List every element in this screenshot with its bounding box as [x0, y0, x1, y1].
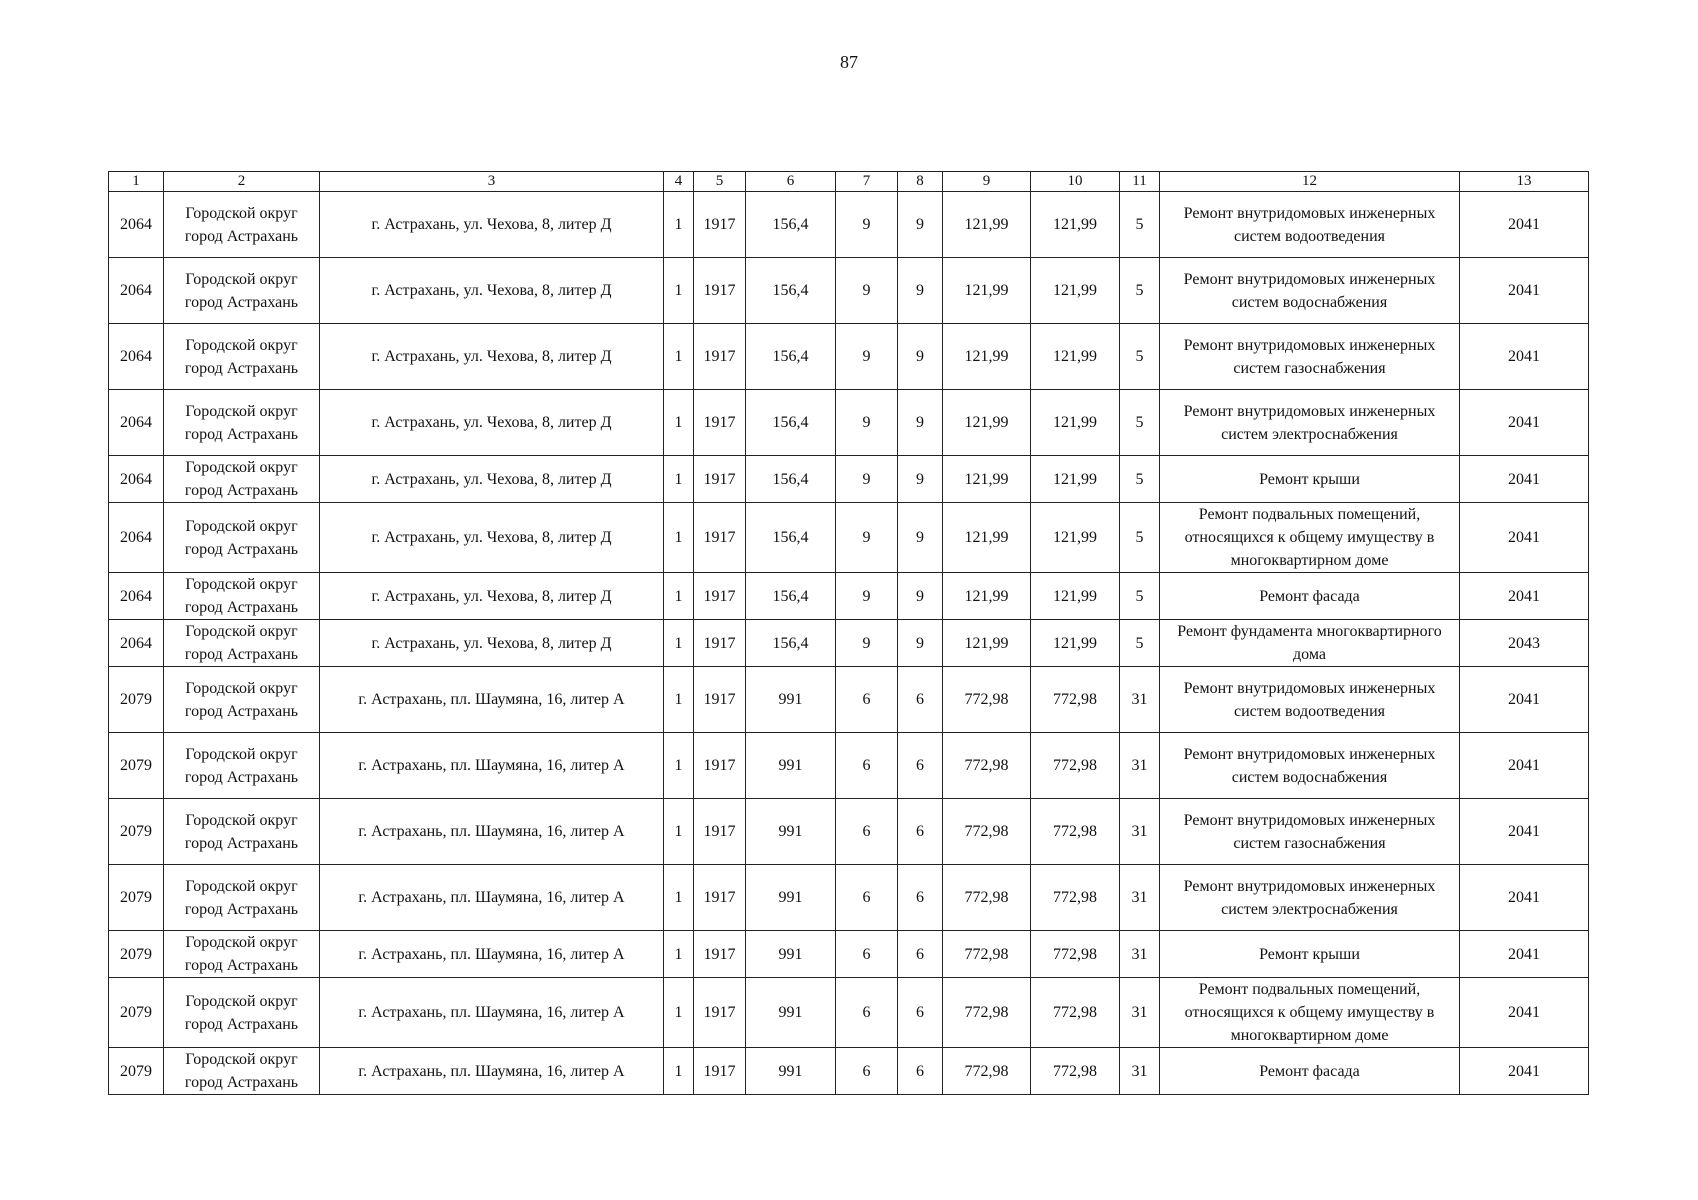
work-type-cell: Ремонт фундамента многоквартирного дома [1160, 620, 1460, 667]
table-row [109, 620, 1589, 667]
work-type-cell: Ремонт фасада [1160, 1048, 1460, 1095]
col10-cell: 772,98 [1031, 799, 1120, 865]
col-header-1: 1 [109, 172, 164, 192]
house-id-cell: 2079 [109, 733, 164, 799]
col-header-10: 10 [1031, 172, 1120, 192]
col8-cell: 9 [898, 258, 943, 324]
table-row [109, 1048, 1589, 1095]
col10-cell: 121,99 [1031, 573, 1120, 620]
work-type-cell: Ремонт крыши [1160, 931, 1460, 978]
col7-cell: 6 [836, 1048, 898, 1095]
col8-cell: 9 [898, 573, 943, 620]
col10-cell: 121,99 [1031, 503, 1120, 573]
work-type-cell: Ремонт внутридомовых инженерных систем электроснабжения [1160, 865, 1460, 931]
year-cell: 2041 [1460, 1048, 1589, 1095]
address-cell: г. Астрахань, пл. Шаумяна, 16, литер А [320, 1048, 664, 1095]
col4-cell: 1 [664, 620, 694, 667]
work-type-cell: Ремонт фасада [1160, 573, 1460, 620]
col6-cell: 156,4 [746, 620, 836, 667]
house-id-cell: 2079 [109, 1048, 164, 1095]
col11-cell: 31 [1120, 931, 1160, 978]
col4-cell: 1 [664, 456, 694, 503]
col4-cell: 1 [664, 503, 694, 573]
col5-cell: 1917 [694, 192, 746, 258]
address-cell: г. Астрахань, ул. Чехова, 8, литер Д [320, 390, 664, 456]
year-cell: 2043 [1460, 620, 1589, 667]
year-cell: 2041 [1460, 573, 1589, 620]
col4-cell: 1 [664, 324, 694, 390]
col8-cell: 6 [898, 1048, 943, 1095]
col11-cell: 31 [1120, 1048, 1160, 1095]
table-row [109, 503, 1589, 573]
municipality-cell: Городской округ город Астрахань [164, 390, 320, 456]
year-cell: 2041 [1460, 733, 1589, 799]
col11-cell: 31 [1120, 978, 1160, 1048]
work-type-cell: Ремонт внутридомовых инженерных систем электроснабжения [1160, 390, 1460, 456]
work-type-cell: Ремонт внутридомовых инженерных систем водоотведения [1160, 667, 1460, 733]
col-header-9: 9 [943, 172, 1031, 192]
col5-cell: 1917 [694, 324, 746, 390]
col9-cell: 772,98 [943, 733, 1031, 799]
house-id-cell: 2079 [109, 667, 164, 733]
col7-cell: 6 [836, 865, 898, 931]
table-row [109, 733, 1589, 799]
col5-cell: 1917 [694, 978, 746, 1048]
col9-cell: 121,99 [943, 258, 1031, 324]
col10-cell: 772,98 [1031, 865, 1120, 931]
table-row [109, 324, 1589, 390]
col6-cell: 156,4 [746, 324, 836, 390]
house-id-cell: 2064 [109, 503, 164, 573]
municipality-cell: Городской округ город Астрахань [164, 978, 320, 1048]
col-header-13: 13 [1460, 172, 1589, 192]
table-row [109, 865, 1589, 931]
col10-cell: 772,98 [1031, 931, 1120, 978]
col10-cell: 772,98 [1031, 978, 1120, 1048]
house-id-cell: 2079 [109, 865, 164, 931]
col11-cell: 5 [1120, 258, 1160, 324]
year-cell: 2041 [1460, 978, 1589, 1048]
year-cell: 2041 [1460, 503, 1589, 573]
address-cell: г. Астрахань, ул. Чехова, 8, литер Д [320, 324, 664, 390]
col9-cell: 121,99 [943, 390, 1031, 456]
municipality-cell: Городской округ город Астрахань [164, 931, 320, 978]
table-row [109, 390, 1589, 456]
col7-cell: 9 [836, 573, 898, 620]
col11-cell: 5 [1120, 324, 1160, 390]
col4-cell: 1 [664, 667, 694, 733]
col4-cell: 1 [664, 931, 694, 978]
col8-cell: 9 [898, 390, 943, 456]
col7-cell: 9 [836, 456, 898, 503]
address-cell: г. Астрахань, ул. Чехова, 8, литер Д [320, 456, 664, 503]
col4-cell: 1 [664, 799, 694, 865]
municipality-cell: Городской округ город Астрахань [164, 865, 320, 931]
table-row [109, 258, 1589, 324]
col11-cell: 5 [1120, 620, 1160, 667]
col7-cell: 9 [836, 390, 898, 456]
col4-cell: 1 [664, 978, 694, 1048]
address-cell: г. Астрахань, ул. Чехова, 8, литер Д [320, 503, 664, 573]
municipality-cell: Городской округ город Астрахань [164, 733, 320, 799]
col8-cell: 6 [898, 931, 943, 978]
col5-cell: 1917 [694, 573, 746, 620]
col6-cell: 991 [746, 733, 836, 799]
col9-cell: 121,99 [943, 503, 1031, 573]
house-id-cell: 2064 [109, 324, 164, 390]
col9-cell: 772,98 [943, 1048, 1031, 1095]
col10-cell: 121,99 [1031, 258, 1120, 324]
house-id-cell: 2064 [109, 456, 164, 503]
col10-cell: 121,99 [1031, 324, 1120, 390]
year-cell: 2041 [1460, 865, 1589, 931]
col10-cell: 121,99 [1031, 192, 1120, 258]
address-cell: г. Астрахань, пл. Шаумяна, 16, литер А [320, 931, 664, 978]
col8-cell: 9 [898, 503, 943, 573]
address-cell: г. Астрахань, ул. Чехова, 8, литер Д [320, 192, 664, 258]
col7-cell: 6 [836, 733, 898, 799]
col-header-7: 7 [836, 172, 898, 192]
col10-cell: 772,98 [1031, 667, 1120, 733]
year-cell: 2041 [1460, 931, 1589, 978]
col11-cell: 31 [1120, 733, 1160, 799]
col5-cell: 1917 [694, 733, 746, 799]
col5-cell: 1917 [694, 456, 746, 503]
col10-cell: 121,99 [1031, 620, 1120, 667]
municipality-cell: Городской округ город Астрахань [164, 1048, 320, 1095]
col5-cell: 1917 [694, 865, 746, 931]
table-row [109, 573, 1589, 620]
col9-cell: 121,99 [943, 324, 1031, 390]
municipality-cell: Городской округ город Астрахань [164, 258, 320, 324]
address-cell: г. Астрахань, ул. Чехова, 8, литер Д [320, 573, 664, 620]
col4-cell: 1 [664, 258, 694, 324]
house-id-cell: 2079 [109, 978, 164, 1048]
col10-cell: 121,99 [1031, 456, 1120, 503]
house-id-cell: 2064 [109, 390, 164, 456]
address-cell: г. Астрахань, пл. Шаумяна, 16, литер А [320, 799, 664, 865]
col11-cell: 5 [1120, 503, 1160, 573]
col5-cell: 1917 [694, 931, 746, 978]
house-id-cell: 2064 [109, 573, 164, 620]
house-id-cell: 2064 [109, 620, 164, 667]
col-header-2: 2 [164, 172, 320, 192]
year-cell: 2041 [1460, 456, 1589, 503]
col5-cell: 1917 [694, 1048, 746, 1095]
address-cell: г. Астрахань, пл. Шаумяна, 16, литер А [320, 865, 664, 931]
col-header-11: 11 [1120, 172, 1160, 192]
col5-cell: 1917 [694, 390, 746, 456]
year-cell: 2041 [1460, 667, 1589, 733]
col11-cell: 5 [1120, 192, 1160, 258]
col9-cell: 772,98 [943, 799, 1031, 865]
col10-cell: 772,98 [1031, 733, 1120, 799]
col7-cell: 6 [836, 667, 898, 733]
house-id-cell: 2079 [109, 931, 164, 978]
col7-cell: 6 [836, 931, 898, 978]
municipality-cell: Городской округ город Астрахань [164, 799, 320, 865]
col9-cell: 121,99 [943, 456, 1031, 503]
col7-cell: 9 [836, 324, 898, 390]
col8-cell: 6 [898, 978, 943, 1048]
col6-cell: 991 [746, 1048, 836, 1095]
address-cell: г. Астрахань, пл. Шаумяна, 16, литер А [320, 733, 664, 799]
work-type-cell: Ремонт подвальных помещений, относящихся к общему имуществу в многоквартирном доме [1160, 503, 1460, 573]
house-id-cell: 2064 [109, 192, 164, 258]
col7-cell: 9 [836, 192, 898, 258]
table-row [109, 456, 1589, 503]
year-cell: 2041 [1460, 258, 1589, 324]
col-header-8: 8 [898, 172, 943, 192]
col5-cell: 1917 [694, 620, 746, 667]
house-id-cell: 2064 [109, 258, 164, 324]
col7-cell: 9 [836, 620, 898, 667]
work-type-cell: Ремонт крыши [1160, 456, 1460, 503]
col8-cell: 6 [898, 865, 943, 931]
municipality-cell: Городской округ город Астрахань [164, 324, 320, 390]
year-cell: 2041 [1460, 324, 1589, 390]
col7-cell: 9 [836, 503, 898, 573]
address-cell: г. Астрахань, пл. Шаумяна, 16, литер А [320, 667, 664, 733]
col5-cell: 1917 [694, 258, 746, 324]
table-row [109, 192, 1589, 258]
year-cell: 2041 [1460, 799, 1589, 865]
work-type-cell: Ремонт внутридомовых инженерных систем водоснабжения [1160, 733, 1460, 799]
municipality-cell: Городской округ город Астрахань [164, 192, 320, 258]
col6-cell: 991 [746, 667, 836, 733]
year-cell: 2041 [1460, 192, 1589, 258]
col6-cell: 156,4 [746, 456, 836, 503]
work-type-cell: Ремонт внутридомовых инженерных систем водоснабжения [1160, 258, 1460, 324]
col4-cell: 1 [664, 390, 694, 456]
address-cell: г. Астрахань, ул. Чехова, 8, литер Д [320, 620, 664, 667]
col6-cell: 156,4 [746, 390, 836, 456]
col4-cell: 1 [664, 192, 694, 258]
col7-cell: 9 [836, 258, 898, 324]
col6-cell: 156,4 [746, 192, 836, 258]
col8-cell: 9 [898, 620, 943, 667]
work-type-cell: Ремонт внутридомовых инженерных систем водоотведения [1160, 192, 1460, 258]
col9-cell: 772,98 [943, 978, 1031, 1048]
municipality-cell: Городской округ город Астрахань [164, 456, 320, 503]
col-header-4: 4 [664, 172, 694, 192]
address-cell: г. Астрахань, пл. Шаумяна, 16, литер А [320, 978, 664, 1048]
col9-cell: 772,98 [943, 667, 1031, 733]
municipality-cell: Городской округ город Астрахань [164, 503, 320, 573]
col9-cell: 121,99 [943, 573, 1031, 620]
col4-cell: 1 [664, 573, 694, 620]
col8-cell: 6 [898, 799, 943, 865]
municipality-cell: Городской округ город Астрахань [164, 620, 320, 667]
col8-cell: 6 [898, 733, 943, 799]
col8-cell: 9 [898, 324, 943, 390]
col4-cell: 1 [664, 1048, 694, 1095]
col8-cell: 9 [898, 456, 943, 503]
col6-cell: 156,4 [746, 503, 836, 573]
col11-cell: 5 [1120, 390, 1160, 456]
col8-cell: 9 [898, 192, 943, 258]
col11-cell: 5 [1120, 573, 1160, 620]
work-type-cell: Ремонт внутридомовых инженерных систем газоснабжения [1160, 799, 1460, 865]
col6-cell: 991 [746, 931, 836, 978]
col6-cell: 991 [746, 799, 836, 865]
col6-cell: 991 [746, 865, 836, 931]
col10-cell: 772,98 [1031, 1048, 1120, 1095]
col11-cell: 31 [1120, 667, 1160, 733]
col4-cell: 1 [664, 865, 694, 931]
table-row [109, 799, 1589, 865]
work-type-cell: Ремонт внутридомовых инженерных систем газоснабжения [1160, 324, 1460, 390]
table-row [109, 978, 1589, 1048]
col8-cell: 6 [898, 667, 943, 733]
col7-cell: 6 [836, 978, 898, 1048]
col-header-6: 6 [746, 172, 836, 192]
col9-cell: 121,99 [943, 192, 1031, 258]
col10-cell: 121,99 [1031, 390, 1120, 456]
year-cell: 2041 [1460, 390, 1589, 456]
col11-cell: 31 [1120, 799, 1160, 865]
address-cell: г. Астрахань, ул. Чехова, 8, литер Д [320, 258, 664, 324]
col-header-3: 3 [320, 172, 664, 192]
page-number: 87 [840, 52, 858, 72]
col5-cell: 1917 [694, 799, 746, 865]
col6-cell: 156,4 [746, 573, 836, 620]
municipality-cell: Городской округ город Астрахань [164, 573, 320, 620]
col6-cell: 991 [746, 978, 836, 1048]
work-type-cell: Ремонт подвальных помещений, относящихся к общему имуществу в многоквартирном доме [1160, 978, 1460, 1048]
col9-cell: 121,99 [943, 620, 1031, 667]
col-header-5: 5 [694, 172, 746, 192]
col5-cell: 1917 [694, 503, 746, 573]
col9-cell: 772,98 [943, 931, 1031, 978]
col5-cell: 1917 [694, 667, 746, 733]
house-id-cell: 2079 [109, 799, 164, 865]
col11-cell: 31 [1120, 865, 1160, 931]
municipality-cell: Городской округ город Астрахань [164, 667, 320, 733]
col6-cell: 156,4 [746, 258, 836, 324]
table-row [109, 667, 1589, 733]
header-row [109, 172, 1589, 192]
table-row [109, 931, 1589, 978]
col-header-12: 12 [1160, 172, 1460, 192]
col7-cell: 6 [836, 799, 898, 865]
col9-cell: 772,98 [943, 865, 1031, 931]
capital-repair-table [108, 171, 1589, 1095]
col11-cell: 5 [1120, 456, 1160, 503]
col4-cell: 1 [664, 733, 694, 799]
